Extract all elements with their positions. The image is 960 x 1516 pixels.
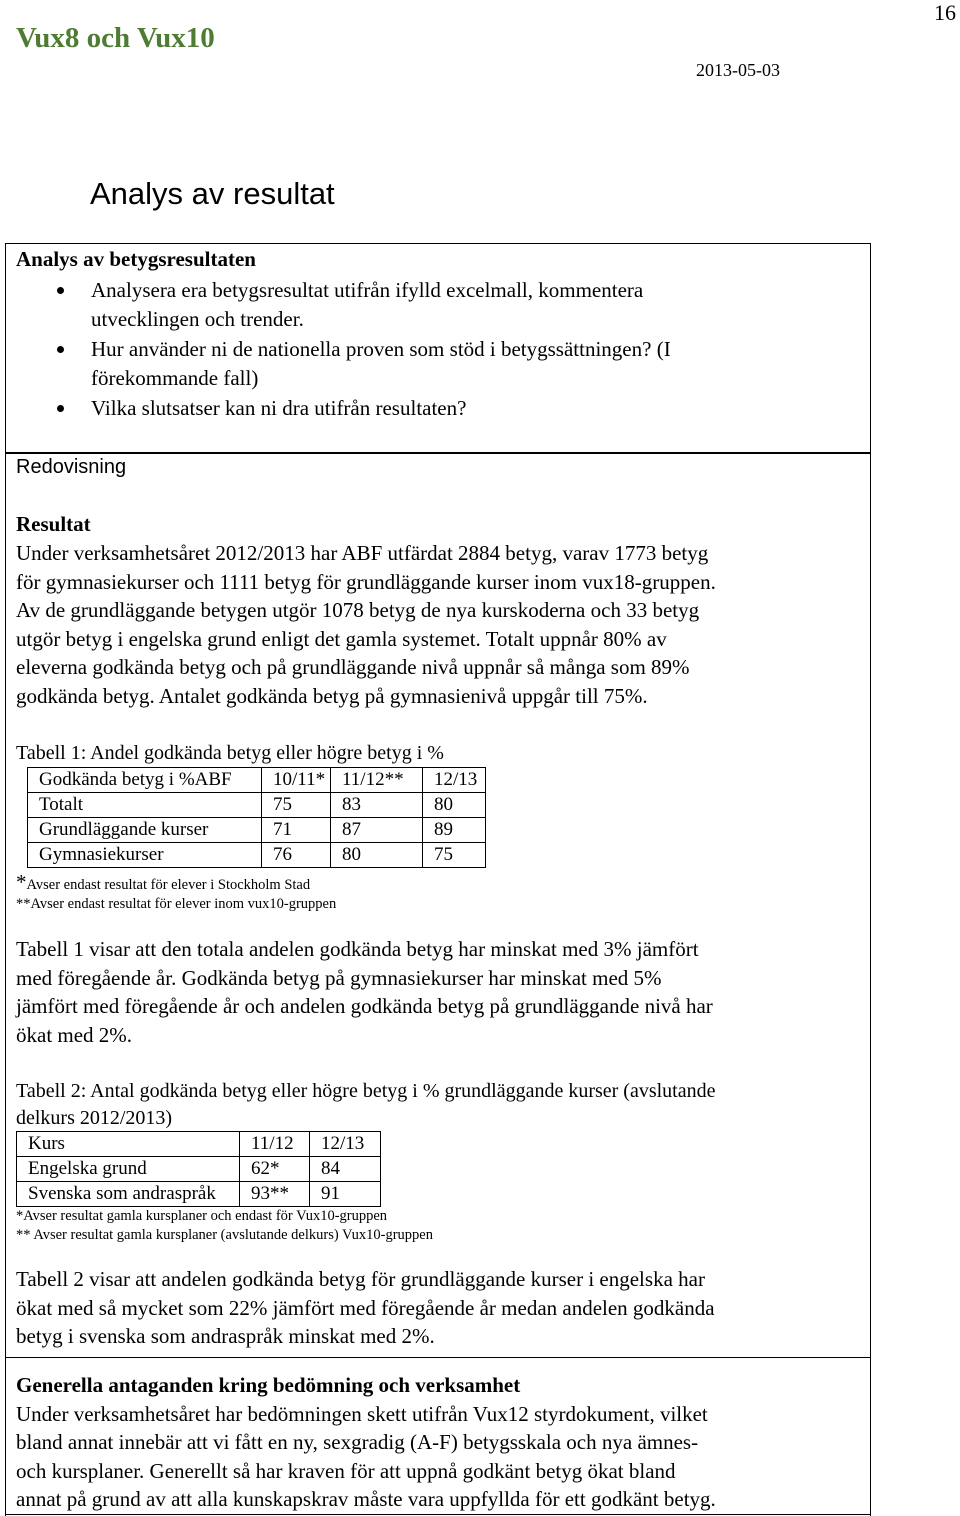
- document-title: Vux8 och Vux10: [16, 22, 215, 54]
- table1-summary-line-3: jämfört med föregående år och andelen godkända betyg på grundläggande nivå har: [16, 994, 713, 1018]
- footnote-star: *: [16, 870, 27, 894]
- table1-caption: Tabell 1: Andel godkända betyg eller högre betyg i %: [16, 742, 444, 764]
- table-header-cell: 12/13: [423, 768, 486, 793]
- resultat-line-6: godkända betyg. Antalet godkända betyg på gymnasienivå uppgår till 75%.: [16, 684, 648, 708]
- document-date: 2013-05-03: [696, 60, 780, 80]
- table-cell: 91: [310, 1182, 381, 1207]
- table-cell: Grundläggande kurser: [28, 818, 262, 843]
- bullet-3-line-1: Vilka slutsatser kan ni dra utifrån resultaten?: [91, 396, 467, 420]
- table-header-cell: 10/11*: [262, 768, 331, 793]
- table1-summary-line-2: med föregående år. Godkända betyg på gymnasiekurser har minskat med 5%: [16, 966, 662, 990]
- table-cell: 80: [331, 843, 423, 868]
- table-cell: 83: [331, 793, 423, 818]
- resultat-title: Resultat: [16, 512, 91, 536]
- table1-footnote-2: **Avser endast resultat för elever inom vux10-gruppen: [16, 896, 337, 912]
- table-row: [28, 843, 486, 868]
- table-cell: Engelska grund: [17, 1157, 240, 1182]
- page-number: 16: [934, 0, 956, 25]
- general-line-1: Under verksamhetsåret har bedömningen skett utifrån Vux12 styrdokument, vilket: [16, 1402, 708, 1426]
- bullet-icon: [57, 405, 64, 412]
- table-header-cell: 11/12**: [331, 768, 423, 793]
- bullet-2-line-2: förekommande fall): [91, 366, 259, 390]
- table-cell: Gymnasiekurser: [28, 843, 262, 868]
- table2-footnote-1: *Avser resultat gamla kursplaner och endast för Vux10-gruppen: [16, 1208, 388, 1224]
- table-row: [28, 793, 486, 818]
- table-row: [17, 1182, 381, 1207]
- table-cell: 71: [262, 818, 331, 843]
- bullet-icon: [57, 346, 64, 353]
- table2-footnote-2: ** Avser resultat gamla kursplaner (avslutande delkurs) Vux10-gruppen: [16, 1227, 433, 1243]
- table-header-cell: 11/12: [240, 1132, 310, 1157]
- table-row: [28, 818, 486, 843]
- table1-footnote-1: [16, 870, 310, 895]
- general-line-4: annat på grund av att alla kunskapskrav måste vara uppfyllda för ett godkänt betyg.: [16, 1487, 716, 1511]
- table2-summary-line-2: ökat med så mycket som 22% jämfört med föregående år medan andelen godkända: [16, 1296, 715, 1320]
- table-cell: 84: [310, 1157, 381, 1182]
- resultat-line-1: Under verksamhetsåret 2012/2013 har ABF utfärdat 2884 betyg, varav 1773 betyg: [16, 541, 709, 565]
- table-cell: 76: [262, 843, 331, 868]
- table-header-row: [28, 768, 486, 793]
- table-cell: Svenska som andraspråk: [17, 1182, 240, 1207]
- table-header-cell: Godkända betyg i %ABF: [28, 768, 262, 793]
- resultat-line-4: utgör betyg i engelska grund enligt det gamla systemet. Totalt uppnår 80% av: [16, 627, 667, 651]
- table-header-cell: 12/13: [310, 1132, 381, 1157]
- table-header-cell: Kurs: [17, 1132, 240, 1157]
- table1-summary-line-1: Tabell 1 visar att den totala andelen godkända betyg har minskat med 3% jämfört: [16, 937, 699, 961]
- analysis-title: Analys av betygsresultaten: [16, 247, 256, 271]
- table-cell: 75: [423, 843, 486, 868]
- table-cell: 93**: [240, 1182, 310, 1207]
- table2-summary-line-1: Tabell 2 visar att andelen godkända betyg för grundläggande kurser i engelska har: [16, 1267, 705, 1291]
- resultat-line-5: eleverna godkända betyg och på grundläggande nivå uppnår så många som 89%: [16, 655, 690, 679]
- table1-summary-line-4: ökat med 2%.: [16, 1023, 133, 1047]
- table1: [27, 767, 486, 868]
- table-row: [17, 1157, 381, 1182]
- bullet-icon: [57, 287, 64, 294]
- table-cell: 89: [423, 818, 486, 843]
- table-cell: 80: [423, 793, 486, 818]
- bullet-2-line-1: Hur använder ni de nationella proven som stöd i betygssättningen? (I: [91, 337, 671, 361]
- resultat-line-3: Av de grundläggande betygen utgör 1078 betyg de nya kurskoderna och 33 betyg: [16, 598, 700, 622]
- table2-caption-line-2: delkurs 2012/2013): [16, 1107, 173, 1129]
- footnote-text: Avser endast resultat för elever i Stockholm Stad: [26, 877, 311, 893]
- bullet-1-line-2: utvecklingen och trender.: [91, 307, 304, 331]
- general-line-2: bland annat innebär att vi fått en ny, sexgradig (A-F) betygsskala och nya ämnes-: [16, 1430, 699, 1454]
- table-cell: 62*: [240, 1157, 310, 1182]
- table-header-row: [17, 1132, 381, 1157]
- bullet-1-line-1: Analysera era betygsresultat utifrån ifylld excelmall, kommentera: [91, 278, 644, 302]
- redovisning-label: Redovisning: [16, 456, 127, 478]
- table2: [16, 1131, 381, 1207]
- general-title: Generella antaganden kring bedömning och verksamhet: [16, 1373, 521, 1397]
- table2-caption-line-1: Tabell 2: Antal godkända betyg eller högre betyg i % grundläggande kurser (avslutande: [16, 1080, 716, 1102]
- table2-summary-line-3: betyg i svenska som andraspråk minskat med 2%.: [16, 1324, 435, 1348]
- table-cell: 75: [262, 793, 331, 818]
- page-heading: Analys av resultat: [90, 176, 335, 211]
- resultat-line-2: för gymnasiekurser och 1111 betyg för grundläggande kurser inom vux18-gruppen.: [16, 570, 716, 594]
- table-cell: 87: [331, 818, 423, 843]
- table-cell: Totalt: [28, 793, 262, 818]
- general-line-3: och kursplaner. Generellt så har kraven för att uppnå godkänt betyg ökat bland: [16, 1459, 676, 1483]
